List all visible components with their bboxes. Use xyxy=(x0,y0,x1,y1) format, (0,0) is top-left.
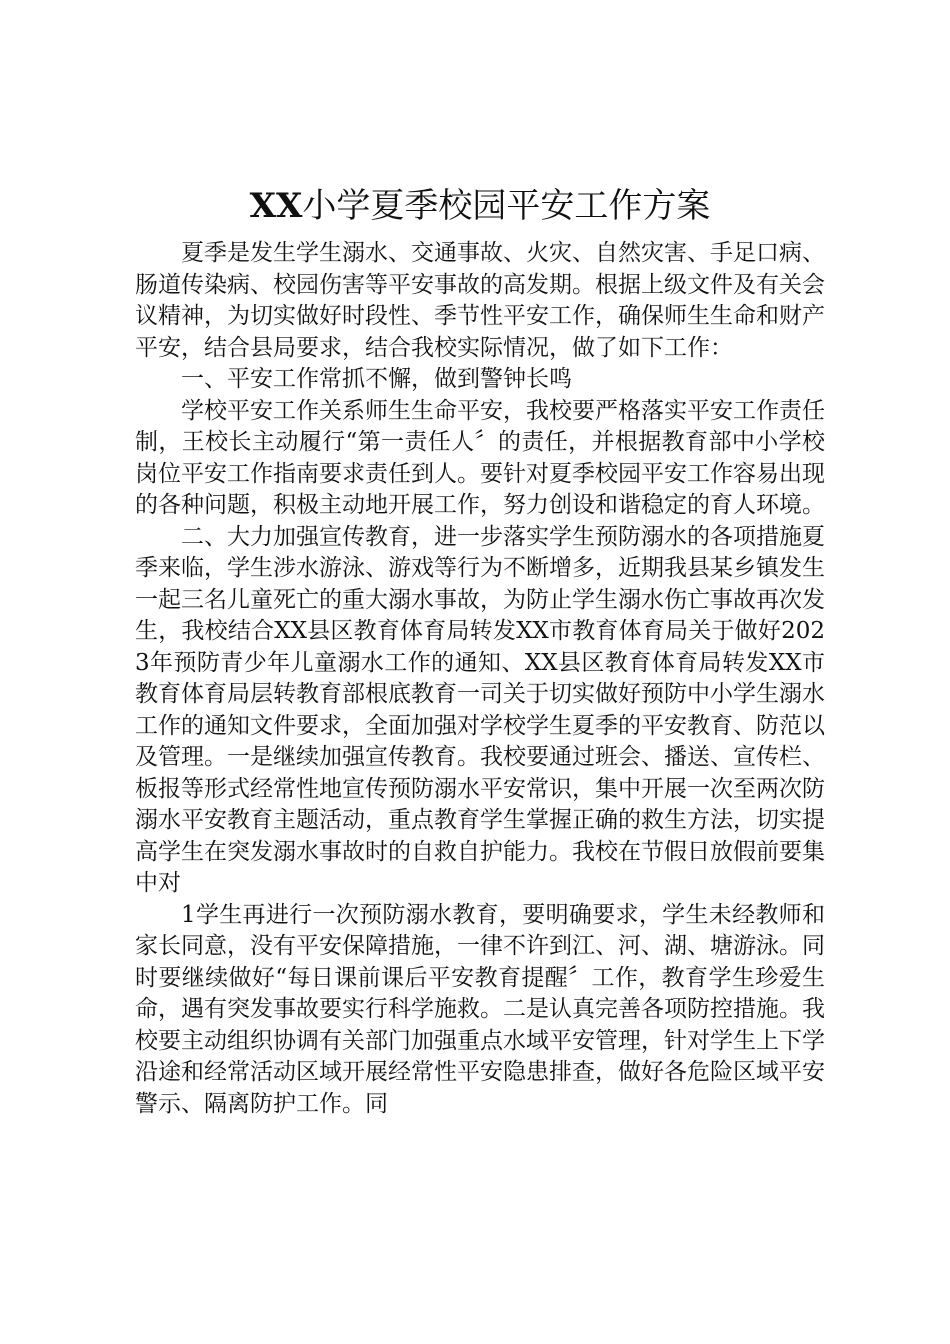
document-title xyxy=(135,182,825,230)
document-page xyxy=(135,182,825,1120)
paragraph-continuation: 1学生再进行一次预防溺水教育，要明确要求，学生未经教师和家长同意，没有平安保障措施，一律不许到江、河、湖、塘游泳。同时要继续做好“每日课前课后平安教育提醒〞工作，教育学生珍爱生命，遇有突发事故要实行科学施救。二是认真完善各项防控措施。我校要主动组织协调有关部门加强重点水域平安管理，针对学生上下学沿途和经常活动区域开展经常性平安隐患排查，做好各危险区域平安警示、隔离防护工作。同 xyxy=(135,901,825,1117)
paragraph-section-2: 二、大力加强宣传教育，进一步落实学生预防溺水的各项措施夏季来临，学生涉水游泳、游戏等行为不断增多，近期我县某乡镇发生一起三名儿童死亡的重大溺水事故，为防止学生溺水伤亡事故再次发生，我校结合XX县区教育体育局转发XX市教育体育局关于做好2023年预防青少年儿童溺水工作的通知、XX县区教育体育局转发XX市教育体育局层转教育部根底教育一司关于切实做好预防中小学生溺水工作的通知文件要求，全面加强对学校学生夏季的平安教育、防范以及管理。一是继续加强宣传教育。我校要通过班会、播送、宣传栏、板报等形式经常性地宣传预防溺水平安常识，集中开展一次至两次防溺水平安教育主题活动，重点教育学生掌握正确的救生方法，切实提高学生在突发溺水事故时的自救自护能力。我校在节假日放假前要集中对 xyxy=(135,523,825,896)
title-main: 小学夏季校园平安工作方案 xyxy=(302,186,711,226)
title-prefix: XX xyxy=(249,186,303,226)
paragraph-intro: 夏季是发生学生溺水、交通事故、火灾、自然灾害、手足口病、肠道传染病、校园伤害等平安事故的高发期。根据上级文件及有关会议精神，为切实做好时段性、季节性平安工作，确保师生生命和财产平安，结合县局要求，结合我校实际情况，做了如下工作： xyxy=(135,240,825,361)
paragraph-section-1: 学校平安工作关系师生生命平安，我校要严格落实平安工作责任制，王校长主动履行“第一责任人〞的责任，并根据教育部中小学校岗位平安工作指南要求责任到人。要针对夏季校园平安工作容易出现的各种问题，积极主动地开展工作，努力创设和谐稳定的育人环境。 xyxy=(135,397,825,518)
section-heading-1: 一、平安工作常抓不懈，做到警钟长鸣 xyxy=(181,366,572,392)
